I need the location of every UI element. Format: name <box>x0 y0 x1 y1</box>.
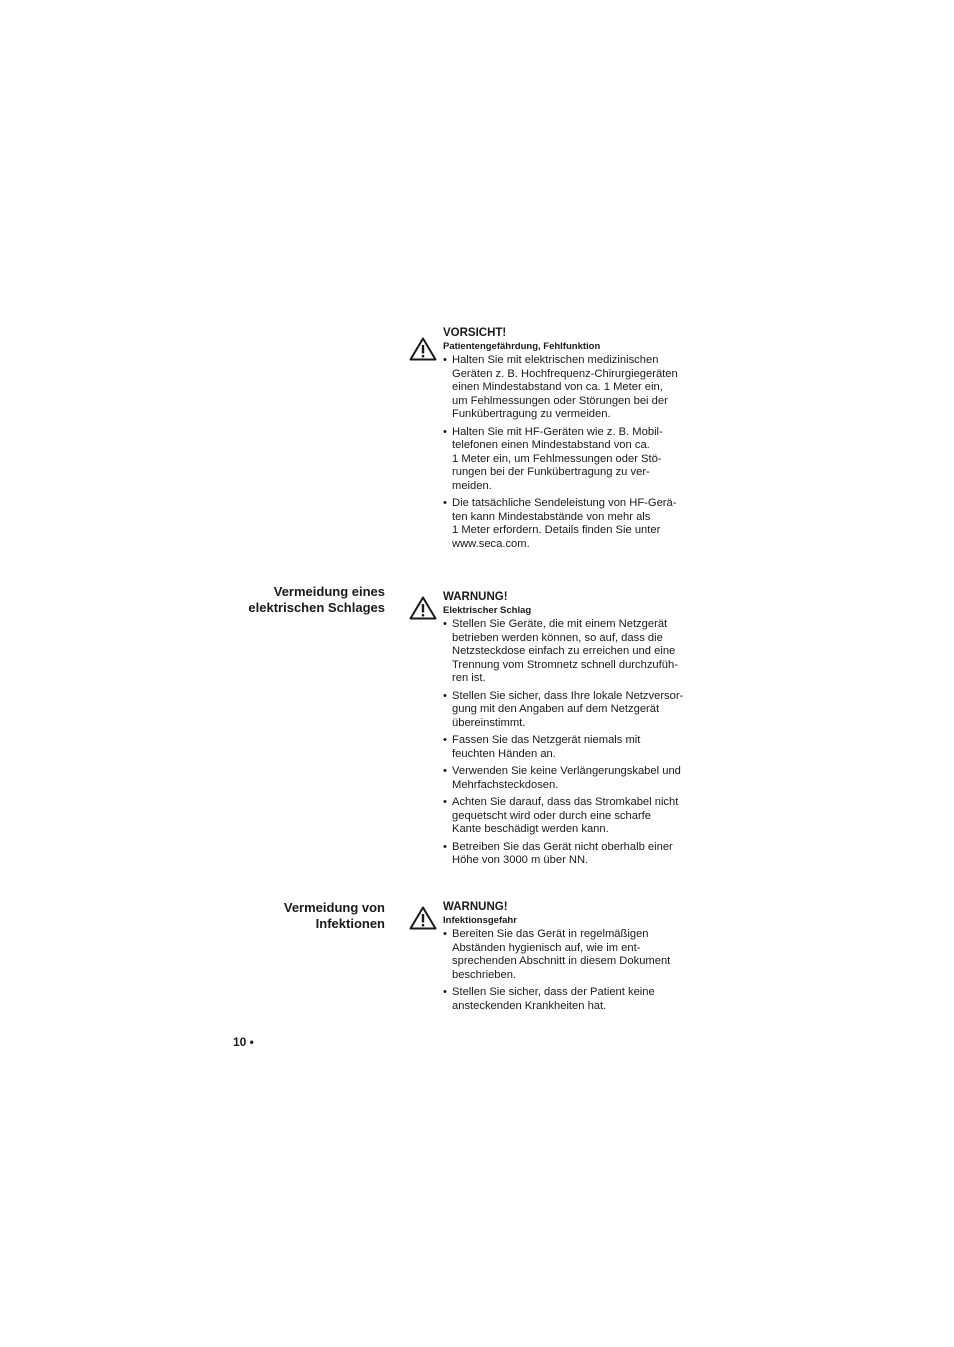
list-item: • Halten Sie mit HF-Geräten wie z. B. Mobil- telefonen einen Mindestabstand von ca. 1 Meter ein, um Fehlmessungen oder Stö- rungen bei der Funkübertragung zu ver- meiden. <box>443 426 698 494</box>
list-item: • Betreiben Sie das Gerät nicht oberhalb einer Höhe von 3000 m über NN. <box>443 841 698 868</box>
signal-word: VORSICHT! <box>443 327 507 339</box>
bullet-list <box>443 354 698 551</box>
list-item: • Stellen Sie sicher, dass Ihre lokale Netzversor- gung mit den Angaben auf dem Netzgerät übereinstimmt. <box>443 690 698 731</box>
list-item: • Stellen Sie sicher, dass der Patient keine ansteckenden Krankheiten hat. <box>443 986 698 1013</box>
signal-word: WARNUNG! <box>443 901 508 913</box>
list-item: • Bereiten Sie das Gerät in regelmäßigen Abständen hygienisch auf, wie im ent- sprechenden Abschnitt in diesem Dokument beschrieben. <box>443 928 698 982</box>
caution-content <box>443 326 698 555</box>
section-heading: Vermeidung eines elektrischen Schlages <box>248 584 385 615</box>
warning-triangle-icon <box>409 337 437 361</box>
electric-shock-content <box>443 590 698 872</box>
hazard-title: Patientengefährdung, Fehlfunktion <box>443 341 601 352</box>
list-item: • Halten Sie mit elektrischen medizinischen Geräten z. B. Hochfrequenz-Chirurgiegeräten einen Mindestabstand von ca. 1 Meter ein, um Fehlmessungen oder Störungen bei der Funkübertragung zu vermeiden. <box>443 354 698 422</box>
list-item: • Verwenden Sie keine Verlängerungskabel und Mehrfachsteckdosen. <box>443 765 698 792</box>
list-item: • Achten Sie darauf, dass das Stromkabel nicht gequetscht wird oder durch eine scharfe Kante beschädigt werden kann. <box>443 796 698 837</box>
signal-word: WARNUNG! <box>443 591 508 603</box>
list-item: • Die tatsächliche Sendeleistung von HF-Gerä- ten kann Mindestabstände von mehr als 1 Meter erfordern. Details finden Sie unter www.seca.com. <box>443 497 698 551</box>
hazard-title: Elektrischer Schlag <box>443 605 532 616</box>
warning-triangle-icon <box>409 596 437 620</box>
list-item: • Fassen Sie das Netzgerät niemals mit feuchten Händen an. <box>443 734 698 761</box>
infection-content <box>443 900 698 1017</box>
list-item: • Stellen Sie Geräte, die mit einem Netzgerät betrieben werden können, so auf, dass die Netzsteckdose einfach zu erreichen und eine Trennung vom Stromnetz schnell durchzufüh- ren ist. <box>443 618 698 686</box>
bullet-list <box>443 618 698 868</box>
section-heading: Vermeidung von Infektionen <box>283 900 385 931</box>
page-number: 10 • <box>233 1035 254 1049</box>
warning-triangle-icon <box>409 906 437 930</box>
hazard-title: Infektionsgefahr <box>443 915 517 926</box>
bullet-list <box>443 928 698 1013</box>
